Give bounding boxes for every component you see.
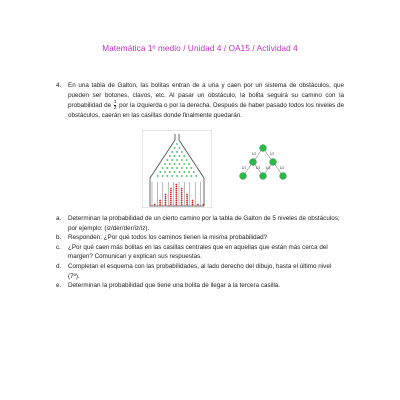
peg (176, 151, 178, 153)
sub-question-b (56, 233, 344, 243)
ball (192, 204, 194, 206)
peg (181, 175, 183, 177)
sub-question-label: c. (56, 243, 61, 251)
ball (170, 204, 172, 206)
fraction-denominator: 2 (113, 104, 117, 110)
tree-node (260, 145, 267, 152)
peg (188, 171, 190, 173)
peg (179, 155, 181, 157)
ball (175, 192, 177, 194)
peg (164, 171, 166, 173)
peg (159, 171, 161, 173)
page-header: Matemática 1º medio / Unidad 4 / OA15 / Actividad 4 (102, 44, 298, 53)
peg (167, 159, 169, 161)
peg (193, 171, 195, 173)
ball (165, 200, 167, 202)
question-text-part2: por la izquierda o por la derecha. Después de haber pasado todos los niveles de obstáculos, caerán en las casillas donde finalmente quedarán. (68, 101, 344, 119)
peg (167, 167, 169, 169)
peg (191, 175, 193, 177)
ball (170, 198, 172, 200)
tree-label: 1/2 (255, 166, 261, 170)
tree-label: 1/2 (269, 152, 275, 156)
peg (164, 163, 166, 165)
ball (186, 198, 188, 200)
sub-question-text: ¿Por qué caen más bolitas en las casillas centrales que en aquellas que están más cerca del margen? Comunican y explican sus respuestas. (68, 243, 328, 261)
sub-questions (56, 214, 344, 291)
tree-edges (243, 148, 283, 176)
tree-node (250, 159, 257, 166)
ball (192, 200, 194, 202)
ball (165, 194, 167, 196)
peg (171, 167, 173, 169)
peg (186, 175, 188, 177)
galton-board-figure (142, 130, 212, 208)
ball (159, 204, 161, 206)
tree-label: 1/2 (279, 166, 285, 170)
peg (171, 151, 173, 153)
ball (181, 188, 183, 190)
ball (170, 196, 172, 198)
peg (183, 163, 185, 165)
ball (159, 202, 161, 204)
probability-tree-diagram (228, 142, 298, 184)
ball (175, 194, 177, 196)
sub-question-text: Determinan la probabilidad que tiene una bolita de llegar a la tercera casilla. (68, 282, 281, 290)
ball (192, 202, 194, 204)
ball (175, 190, 177, 192)
ball (175, 200, 177, 202)
peg (169, 171, 171, 173)
ball (186, 194, 188, 196)
ball (175, 184, 177, 186)
ball (170, 192, 172, 194)
question-number: 4. (56, 82, 62, 89)
ball (202, 204, 204, 206)
tree-label: 1/2 (251, 152, 257, 156)
ball (165, 204, 167, 206)
ball (170, 188, 172, 190)
sub-question-text: Determinan la probabilidad de un cierto camino por la tabla de Galton de 5 niveles de obstáculos; por ejemplo: (iz/der/der/iz/iz). (68, 215, 340, 232)
peg (176, 175, 178, 177)
ball (181, 194, 183, 196)
peg (157, 175, 159, 177)
peg (181, 159, 183, 161)
sub-question-label: e. (56, 282, 62, 290)
ball (154, 204, 156, 206)
probability-tree-figure (228, 142, 298, 184)
question-text-part1: En una tabla de Galton, las bolitas entran de a una y caen por un sistema de obstáculos, que pueden ser botones, clavos, etc. Al pasar un obstáculo, la bolita seguirá su camino con la probabilidad de (68, 82, 344, 109)
ball (175, 196, 177, 198)
ball (186, 200, 188, 202)
peg (188, 163, 190, 165)
tree-node (280, 173, 287, 180)
peg (186, 167, 188, 169)
ball (181, 190, 183, 192)
question-4 (56, 81, 344, 120)
sub-question-a (56, 214, 344, 233)
ball (186, 196, 188, 198)
peg (179, 147, 181, 149)
ball (186, 204, 188, 206)
peg (181, 167, 183, 169)
ball (181, 204, 183, 206)
peg (181, 151, 183, 153)
ball (181, 196, 183, 198)
peg (176, 167, 178, 169)
sub-question-text: Responden: ¿Por qué todos los caminos tienen la misma probabilidad? (68, 234, 268, 242)
ball (181, 198, 183, 200)
peg (183, 171, 185, 173)
peg (195, 175, 197, 177)
peg (186, 159, 188, 161)
tree-node (260, 173, 267, 180)
tree-node (240, 173, 247, 180)
peg (174, 171, 176, 173)
tree-nodes (240, 145, 287, 180)
peg (176, 159, 178, 161)
ball (197, 204, 199, 206)
peg (162, 175, 164, 177)
sub-question-d (56, 262, 344, 281)
ball (181, 200, 183, 202)
peg (191, 167, 193, 169)
ball (175, 204, 177, 206)
fraction-one-half (114, 100, 117, 110)
ball (175, 202, 177, 204)
ball (170, 200, 172, 202)
ball (159, 200, 161, 202)
ball (165, 196, 167, 198)
peg (174, 155, 176, 157)
peg (176, 143, 178, 145)
peg (174, 163, 176, 165)
ball (181, 202, 183, 204)
ball (175, 188, 177, 190)
ball (181, 192, 183, 194)
tree-label: 1/2 (265, 166, 271, 170)
sub-question-label: a. (56, 215, 62, 222)
peg (169, 155, 171, 157)
ball (165, 202, 167, 204)
ball (165, 198, 167, 200)
peg (183, 155, 185, 157)
peg (179, 163, 181, 165)
sub-question-c (56, 243, 344, 262)
sub-question-label: b. (56, 234, 62, 242)
sub-question-e (56, 281, 344, 291)
tree-labels (242, 152, 285, 170)
sub-question-label: d. (56, 262, 62, 270)
sub-question-text: Completan el esquema con las probabilidades, al lado derecho del dibujo, hasta el último nivel (7º). (68, 262, 332, 280)
galton-board-illustration (142, 130, 212, 208)
peg (179, 171, 181, 173)
fraction-numerator: 1 (113, 99, 117, 105)
ball (175, 186, 177, 188)
peg (171, 159, 173, 161)
ball (170, 202, 172, 204)
peg (174, 147, 176, 149)
tree-node (270, 159, 277, 166)
ball (186, 202, 188, 204)
peg (169, 163, 171, 165)
ball (170, 190, 172, 192)
ball (170, 194, 172, 196)
peg (167, 175, 169, 177)
peg (162, 167, 164, 169)
ball (175, 198, 177, 200)
peg (171, 175, 173, 177)
tree-label: 1/2 (241, 166, 247, 170)
